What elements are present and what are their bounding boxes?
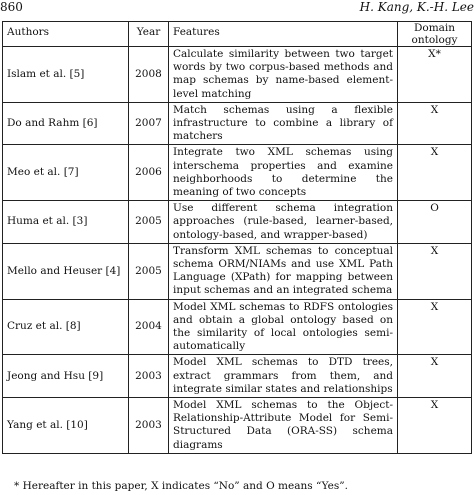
cell-authors: Islam et al. [5]: [3, 47, 129, 103]
cell-domain-ontology: X: [398, 102, 472, 145]
column-header-authors: Authors: [3, 22, 129, 47]
cell-features: Match schemas using a flexible infrastructure to combine a library of matchers: [169, 102, 398, 145]
cell-domain-ontology: X*: [398, 47, 472, 103]
cell-features: Integrate two XML schemas using interschema properties and examine neighborhoods to determine the meaning of two concepts: [169, 145, 398, 201]
cell-year: 2008: [129, 47, 169, 103]
table-row: [3, 102, 472, 145]
cell-domain-ontology: X: [398, 243, 472, 299]
cell-domain-ontology: X: [398, 355, 472, 398]
table-row: [3, 243, 472, 299]
cell-authors: Huma et al. [3]: [3, 201, 129, 244]
comparison-table: [2, 21, 472, 454]
cell-domain-ontology: O: [398, 201, 472, 244]
cell-features: Model XML schemas to RDFS ontologies and obtain a global ontology based on the similarity of local ontologies semi-automatically: [169, 299, 398, 355]
table-row: [3, 201, 472, 244]
cell-domain-ontology: X: [398, 398, 472, 454]
cell-features: Model XML schemas to DTD trees, extract grammars from them, and integrate similar states and relationships: [169, 355, 398, 398]
column-header-year: Year: [129, 22, 169, 47]
cell-year: 2006: [129, 145, 169, 201]
table-footnote: * Hereafter in this paper, X indicates “No” and O means “Yes”.: [14, 480, 348, 492]
cell-authors: Jeong and Hsu [9]: [3, 355, 129, 398]
cell-domain-ontology: X: [398, 145, 472, 201]
column-header-features: Features: [169, 22, 398, 47]
cell-features: Transform XML schemas to conceptual schema ORM/NIAMs and use XML Path Language (XPath) for mapping between input schemas and an integrated schema: [169, 243, 398, 299]
cell-features: Model XML schemas to the Object-Relationship-Attribute Model for Semi-Structured Data (ORA-SS) schema diagrams: [169, 398, 398, 454]
cell-authors: Meo et al. [7]: [3, 145, 129, 201]
table-header-row: [3, 22, 472, 47]
page-header: [0, 0, 474, 18]
cell-year: 2005: [129, 201, 169, 244]
cell-year: 2004: [129, 299, 169, 355]
cell-authors: Mello and Heuser [4]: [3, 243, 129, 299]
cell-authors: Yang et al. [10]: [3, 398, 129, 454]
table-row: [3, 355, 472, 398]
table-row: [3, 299, 472, 355]
table-row: [3, 145, 472, 201]
running-head: H. Kang, K.-H. Lee: [359, 0, 474, 14]
cell-features: Use different schema integration approaches (rule-based, learner-based, ontology-based, and wrapper-based): [169, 201, 398, 244]
column-header-domain-ontology: Domain ontology: [398, 22, 472, 47]
table-row: [3, 398, 472, 454]
cell-year: 2007: [129, 102, 169, 145]
cell-year: 2003: [129, 398, 169, 454]
table-row: [3, 47, 472, 103]
page-number: 860: [0, 0, 23, 14]
cell-year: 2005: [129, 243, 169, 299]
cell-authors: Cruz et al. [8]: [3, 299, 129, 355]
cell-domain-ontology: X: [398, 299, 472, 355]
cell-authors: Do and Rahm [6]: [3, 102, 129, 145]
cell-features: Calculate similarity between two target words by two corpus-based methods and map schemas by name-based element-level matching: [169, 47, 398, 103]
cell-year: 2003: [129, 355, 169, 398]
